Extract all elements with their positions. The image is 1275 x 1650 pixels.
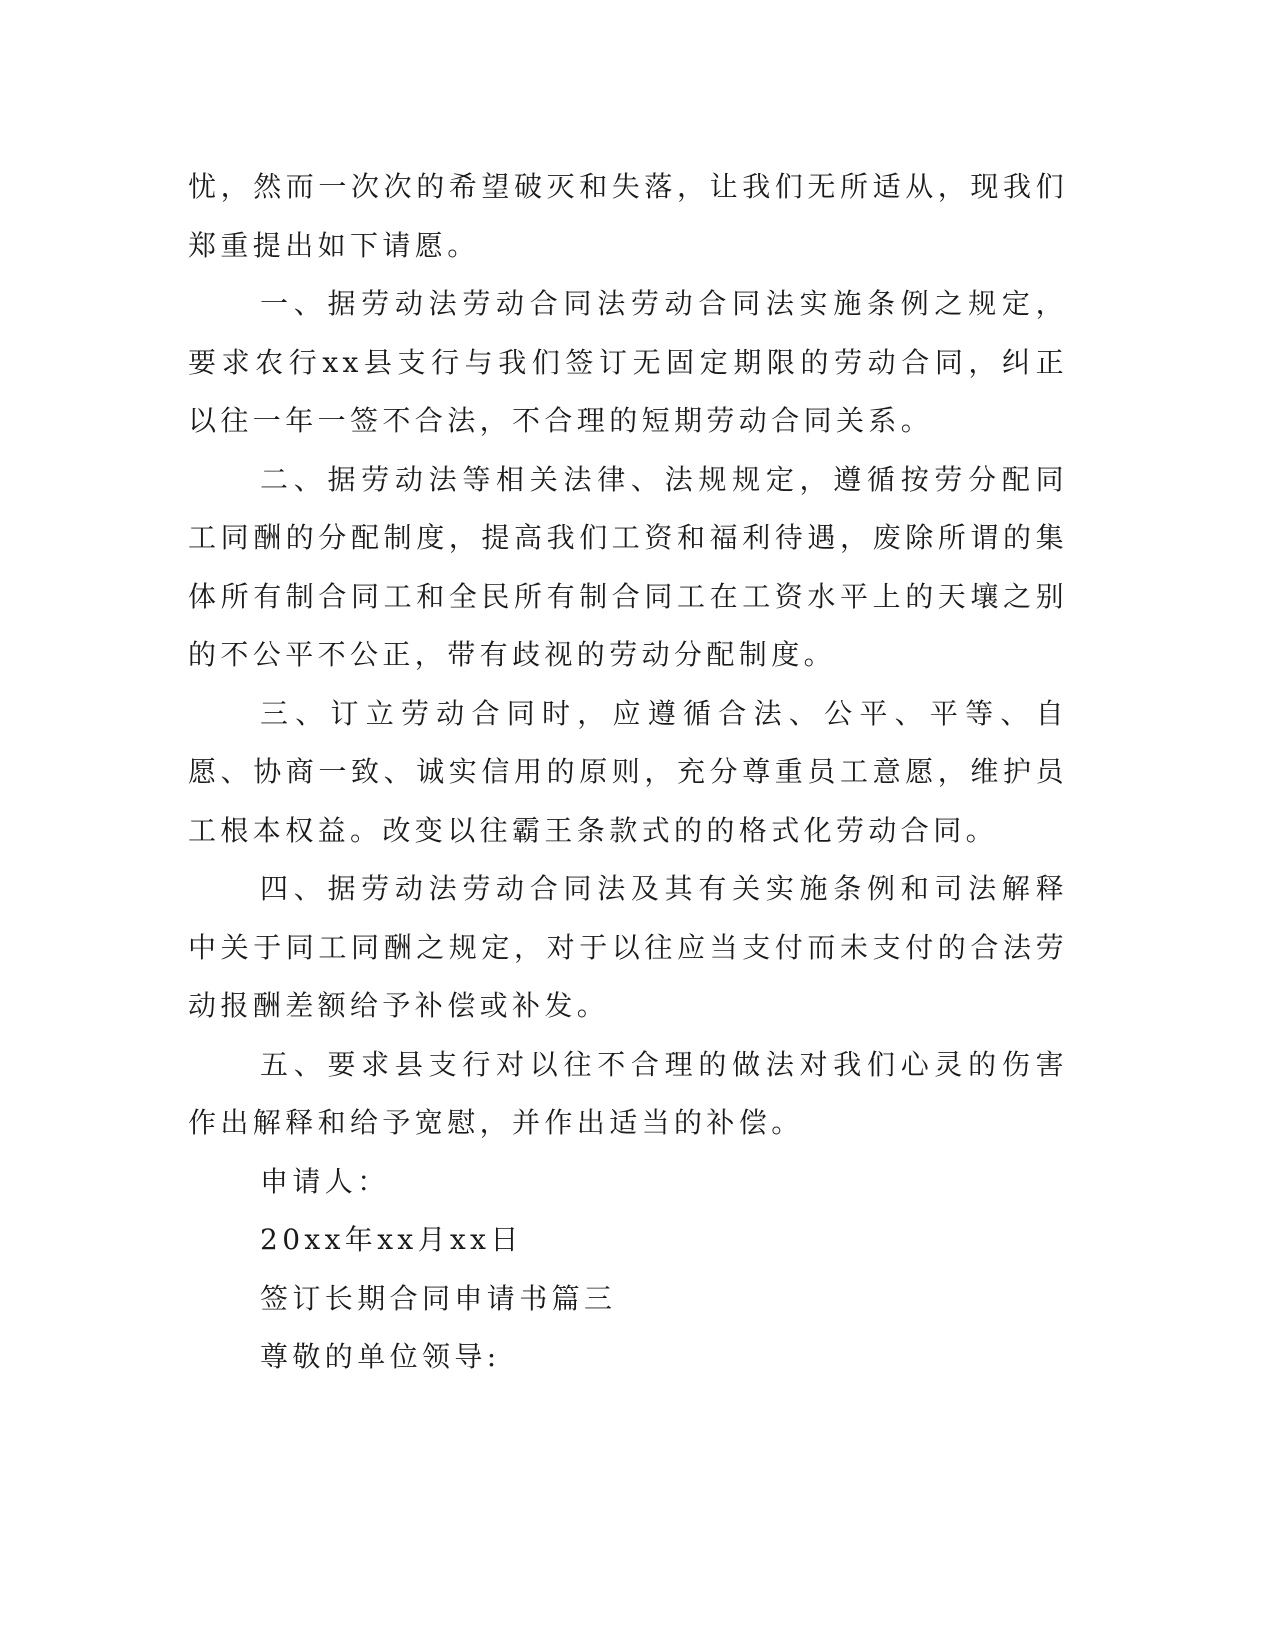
paragraph-item-4: 四、据劳动法劳动合同法及其有关实施条例和司法解释中关于同工同酬之规定，对于以往应当支付而未支付的合法劳动报酬差额给予补偿或补发。	[188, 872, 1068, 1022]
date-line: 20xx年xx月xx日	[260, 1223, 523, 1256]
paragraph-continuation: 忧，然而一次次的希望破灭和失落，让我们无所适从，现我们郑重提出如下请愿。	[188, 170, 1068, 262]
paragraph-item-2: 二、据劳动法等相关法律、法规规定，遵循按劳分配同工同酬的分配制度，提高我们工资和福利待遇，废除所谓的集体所有制合同工和全民所有制合同工在工资水平上的天壤之别的不公平不公正，带有歧视的劳动分配制度。	[188, 462, 1068, 671]
paragraph-item-3: 三、订立劳动合同时，应遵循合法、公平、平等、自愿、协商一致、诚实信用的原则，充分尊重员工意愿，维护员工根本权益。改变以往霸王条款式的的格式化劳动合同。	[188, 696, 1068, 847]
section-title: 签订长期合同申请书篇三	[260, 1281, 617, 1315]
salutation: 尊敬的单位领导:	[260, 1340, 501, 1373]
document-body	[188, 158, 1068, 1387]
paragraph-item-1: 一、据劳动法劳动合同法劳动合同法实施条例之规定，要求农行xx县支行与我们签订无固定期限的劳动合同，纠正以往一年一签不合法，不合理的短期劳动合同关系。	[188, 287, 1068, 437]
paragraph-item-5: 五、要求县支行对以往不合理的做法对我们心灵的伤害作出解释和给予宽慰，并作出适当的补偿。	[188, 1047, 1068, 1139]
applicant-label: 申请人：	[260, 1164, 390, 1198]
